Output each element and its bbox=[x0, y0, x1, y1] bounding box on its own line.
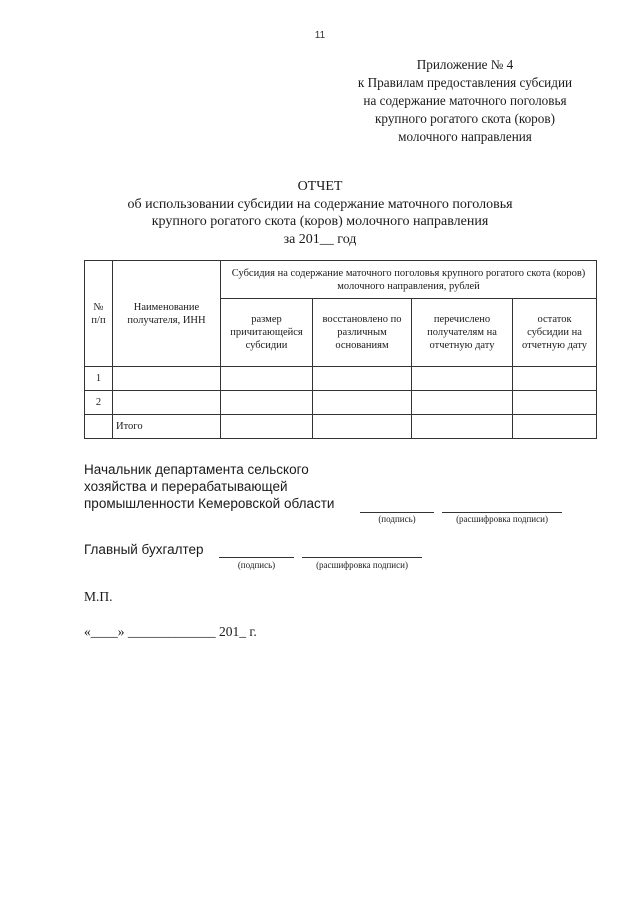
row-recipient-cell[interactable] bbox=[113, 391, 221, 415]
row-cell[interactable] bbox=[313, 415, 412, 439]
header-restored: восстановлено по различным основаниям bbox=[313, 299, 412, 367]
row-cell[interactable] bbox=[221, 391, 313, 415]
table-total-row bbox=[85, 415, 597, 439]
accountant-signature-line[interactable] bbox=[219, 557, 294, 558]
chief-accountant-label: Главный бухгалтер bbox=[84, 542, 204, 557]
report-title-block bbox=[0, 178, 640, 248]
row-cell[interactable] bbox=[221, 367, 313, 391]
row-cell[interactable] bbox=[313, 391, 412, 415]
head-decryption-line[interactable] bbox=[442, 512, 562, 513]
signature-caption: (подпись) bbox=[237, 560, 276, 570]
appendix-line: крупного рогатого скота (коров) bbox=[375, 111, 555, 126]
header-num: № п/п bbox=[85, 261, 113, 367]
row-cell[interactable] bbox=[513, 415, 597, 439]
report-table bbox=[84, 260, 597, 439]
header-recipient: Наименование получателя, ИНН bbox=[113, 261, 221, 367]
accountant-decryption-line[interactable] bbox=[302, 557, 422, 558]
row-recipient-cell[interactable] bbox=[113, 367, 221, 391]
header-due-amount: размер причитающейся субсидии bbox=[221, 299, 313, 367]
row-cell[interactable] bbox=[513, 367, 597, 391]
row-cell bbox=[85, 415, 113, 439]
report-subtitle-line: крупного рогатого скота (коров) молочного направления bbox=[151, 214, 489, 229]
table-row bbox=[85, 391, 597, 415]
stamp-place: М.П. bbox=[84, 589, 113, 604]
appendix-line: на содержание маточного поголовья bbox=[363, 93, 567, 108]
head-title-line: промышленности Кемеровской области bbox=[84, 496, 335, 511]
page-number: 11 bbox=[314, 30, 326, 41]
report-subtitle-line: за 201__ год bbox=[283, 231, 357, 247]
decryption-caption: (расшифровка подписи) bbox=[316, 560, 408, 570]
head-title-line: хозяйства и перерабатывающей bbox=[84, 479, 288, 494]
row-cell[interactable] bbox=[513, 391, 597, 415]
table-row bbox=[85, 367, 597, 391]
row-cell[interactable] bbox=[221, 415, 313, 439]
header-subsidy-group: Субсидия на содержание маточного поголовья крупного рогатого скота (коров) молочного направления, рублей bbox=[221, 261, 597, 299]
head-signature-block bbox=[84, 461, 334, 512]
signature-caption: (подпись) bbox=[378, 514, 416, 524]
row-num: 1 bbox=[85, 367, 113, 391]
report-title: ОТЧЕТ bbox=[297, 179, 343, 194]
row-cell[interactable] bbox=[412, 391, 513, 415]
head-signature-line[interactable] bbox=[360, 512, 434, 513]
header-balance: остаток субсидии на отчетную дату bbox=[513, 299, 597, 367]
report-subtitle-line: об использовании субсидии на содержание маточного поголовья bbox=[127, 196, 513, 212]
header-transferred: перечислено получателям на отчетную дату bbox=[412, 299, 513, 367]
row-cell[interactable] bbox=[412, 367, 513, 391]
date-line[interactable]: «____» _____________ 201_ г. bbox=[84, 624, 257, 639]
head-title-line: Начальник департамента сельского bbox=[84, 462, 309, 477]
appendix-line: молочного направления bbox=[398, 129, 532, 144]
appendix-line: Приложение № 4 bbox=[416, 57, 514, 72]
total-label: Итого bbox=[113, 415, 221, 439]
row-num: 2 bbox=[85, 391, 113, 415]
appendix-header bbox=[300, 56, 630, 146]
row-cell[interactable] bbox=[412, 415, 513, 439]
row-cell[interactable] bbox=[313, 367, 412, 391]
appendix-line: к Правилам предоставления субсидии bbox=[357, 75, 573, 90]
decryption-caption: (расшифровка подписи) bbox=[456, 514, 548, 524]
